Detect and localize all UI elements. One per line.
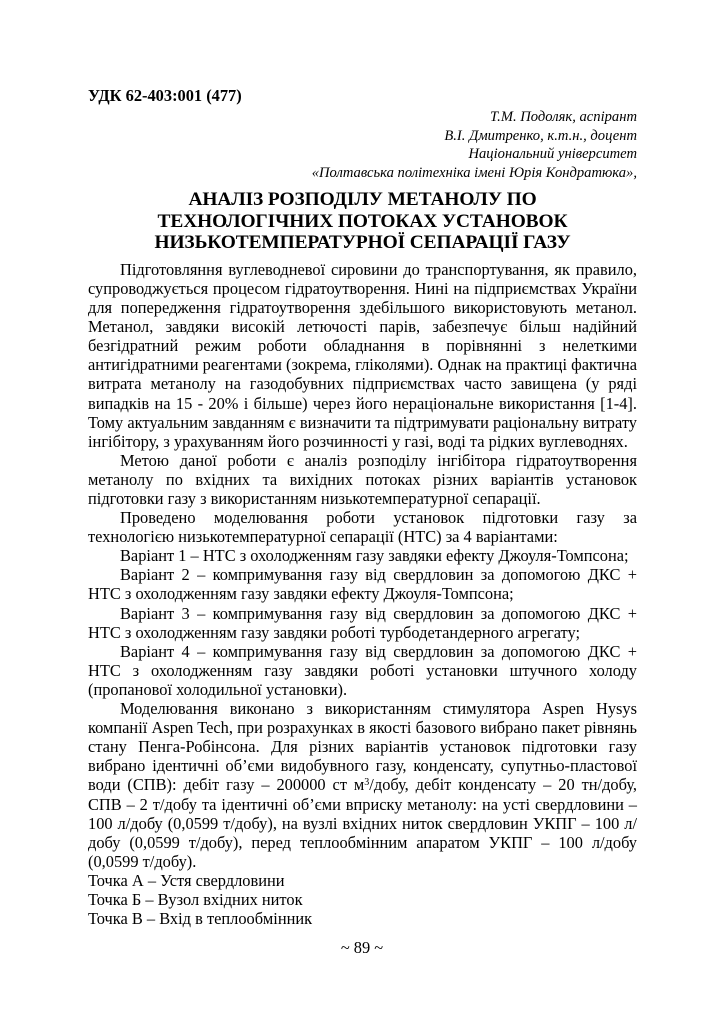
point-a: Точка А – Устя свердловини [88, 870, 285, 890]
points-list [88, 871, 637, 928]
document-page [88, 86, 637, 928]
paragraph-variant-2: Варіант 2 – компримування газу від свердловин за допомогою ДКС + НТС з охолодженням газу завдяки ефекту Джоуля-Томпсона; [88, 565, 637, 604]
paragraph-variant-4: Варіант 4 – компримування газу від свердловин за допомогою ДКС + НТС з охолодженням газу завдяки роботі установки штучного холоду (пропанової холодильної установки). [88, 641, 637, 699]
simulation-text-part-1: Моделювання виконано з використанням стимулятора Aspen Hysys компанії Aspen Tech, при розрахунках в якості базового вибрано пакет рівнянь стану Пенга-Робінсона. Для різних варіантів установок підготовки газу вибрано ідентичні об’єми видобувного газу, конденсату, супутньо-пластової води (СПВ): дебіт газу – 200000 ст м [88, 699, 637, 795]
paragraph-modeling-variants: Проведено моделювання роботи установок підготовки газу за технологією низькотемпературної сепарації (НТС) за 4 варіантами: [88, 508, 637, 547]
paragraph-simulation [88, 699, 637, 871]
title-line-1: АНАЛІЗ РОЗПОДІЛУ МЕТАНОЛУ ПО [188, 189, 537, 211]
affiliation-line-2: «Полтавська політехніка імені Юрія Кондратюка», [311, 164, 637, 181]
superscript-cubic: 3 [364, 777, 370, 789]
author-block [88, 108, 637, 182]
author-line-2: В.І. Дмитренко, к.т.н., доцент [444, 127, 637, 144]
title-line-3: НИЗЬКОТЕМПЕРАТУРНОЇ СЕПАРАЦІЇ ГАЗУ [154, 232, 571, 254]
point-b: Точка Б – Вузол вхідних ниток [88, 889, 303, 909]
point-v: Точка В – Вхід в теплообмінник [88, 909, 313, 929]
author-line-1: Т.М. Подоляк, аспірант [489, 109, 637, 125]
paragraph-variant-1: Варіант 1 – НТС з охолодженням газу завдяки ефекту Джоуля-Томпсона; [120, 546, 629, 566]
page-number: ~ 89 ~ [340, 938, 384, 957]
body-text [88, 260, 637, 928]
simulation-text-part-2: /добу, дебіт конденсату – 20 тн/добу, СПВ – 2 т/добу та ідентичні об’єми вприску метанолу: на усті свердловини – 100 л/добу (0,0599 т/добу), на вузлі вхідних ниток свердловин УКПГ – 100 л/добу (0,0599 т/добу), перед теплообмінним апаратом УКПГ – 100 л/добу (0,0599 т/добу). [88, 775, 637, 871]
title-line-2: ТЕХНОЛОГІЧНИХ ПОТОКАХ УСТАНОВОК [157, 210, 568, 232]
paragraph-variant-3: Варіант 3 – компримування газу від свердловин за допомогою ДКС + НТС з охолодженням газу завдяки роботі турбодетандерного агрегату; [88, 603, 637, 642]
paragraph-goal: Метою даної роботи є аналіз розподілу інгібітора гідратоутворення метанолу по вхідних та вихідних потоках різних варіантів установок підготовки газу з використанням низькотемпературної сепарації. [88, 450, 637, 508]
paragraph-intro: Підготовляння вуглеводневої сировини до транспортування, як правило, супроводжується процесом гідратоутворення. Нині на підприємствах України для попередження гідратоутворення здебільшого використовують метанол. Метанол, завдяки високій летючості парів, забезпечує більш надійний безгідратний режим роботи обладнання в порівнянні з нелеткими антигідратними реагентами (зокрема, гліколями). Однак на практиці фактична витрата метанолу на газодобувних підприємствах часто завищена (у ряді випадків на 15 - 20% і більше) через його нераціональне використання [1-4]. Тому актуальним завданням є визначити та підтримувати раціональну витрату інгібітору, з урахуванням його розчинності у газі, воді та рідких вуглеводнях. [88, 259, 637, 451]
affiliation-line-1: Національний університет [468, 146, 637, 163]
paper-title [88, 189, 637, 254]
udk-code: УДК 62-403:001 (477) [88, 86, 242, 105]
